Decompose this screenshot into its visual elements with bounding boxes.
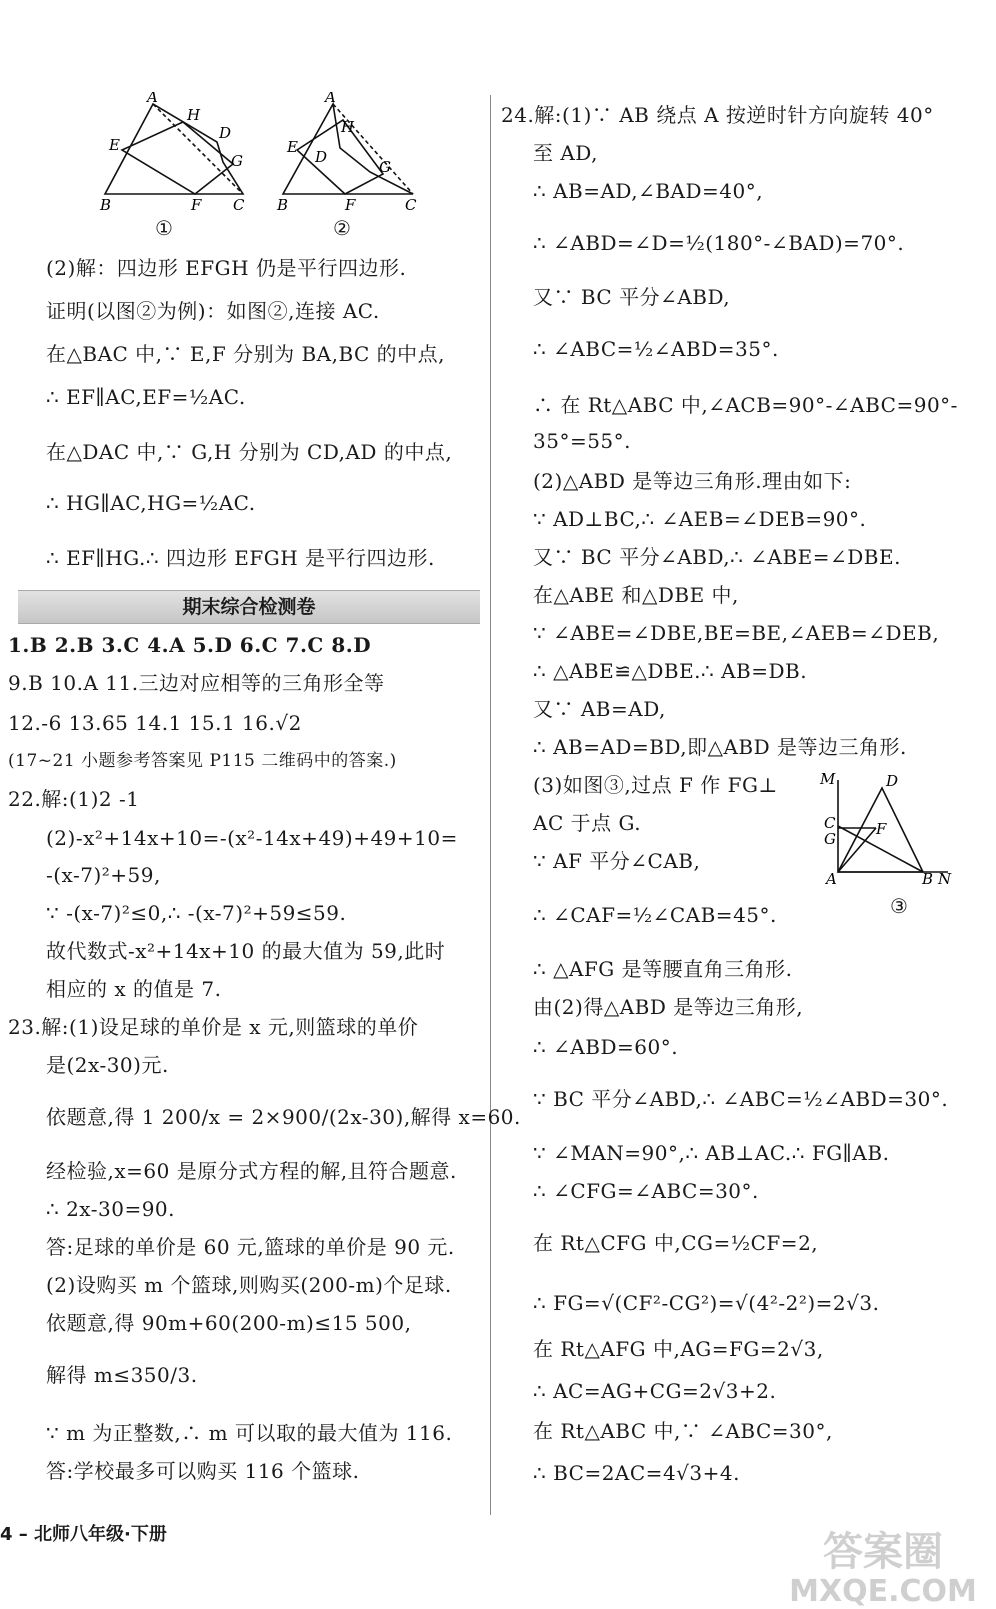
label-D: D	[219, 124, 232, 142]
text-line: ∴ EF∥HG.∴ 四边形 EFGH 是平行四边形.	[46, 546, 435, 570]
text-line: ∴ EF∥AC,EF=½AC.	[46, 385, 246, 409]
q24-line: ∴ FG=√(CF²-CG²)=√(4²-2²)=2√3.	[533, 1291, 880, 1315]
q24-line: 35°=55°.	[533, 429, 632, 453]
q23-line: 答:足球的单价是 60 元,篮球的单价是 90 元.	[46, 1235, 455, 1259]
text-line: 在△DAC 中,∵ G,H 分别为 CD,AD 的中点,	[46, 440, 453, 464]
label-D3: D	[886, 772, 899, 790]
q24-line: AC 于点 G.	[533, 811, 642, 835]
page-footer: 4 – 北师八年级·下册	[0, 1524, 167, 1545]
q22-line: ∵ -(x-7)²≤0,∴ -(x-7)²+59≤59.	[46, 901, 347, 925]
figure-3	[818, 772, 968, 922]
label-F3: F	[876, 820, 887, 838]
text-line: (2)解：四边形 EFGH 仍是平行四边形.	[46, 256, 407, 280]
q24-line: 在 Rt△AFG 中,AG=FG=2√3,	[533, 1337, 824, 1361]
label-H2: H	[341, 118, 355, 136]
label-N: N	[938, 870, 952, 888]
q24-line: 在 Rt△ABC 中,∵ ∠ABC=30°,	[533, 1419, 833, 1443]
q24-line: ∴ ∠ABD=60°.	[533, 1035, 679, 1059]
label-D2: D	[315, 148, 328, 166]
label-B: B	[100, 196, 112, 214]
figure-3-svg	[818, 772, 968, 888]
answer-line: 1.B 2.B 3.C 4.A 5.D 6.C 7.C 8.D	[8, 633, 372, 657]
q24-line: ∴ AC=AG+CG=2√3+2.	[533, 1379, 777, 1403]
label-B3: B	[922, 870, 934, 888]
q24-line: 又∵ BC 平分∠ABD,∴ ∠ABE=∠DBE.	[533, 545, 901, 569]
q22-line: (2)-x²+14x+10=-(x²-14x+49)+49+10=	[46, 826, 458, 850]
q24-line: 又∵ BC 平分∠ABD,	[533, 285, 731, 309]
q23-line: 经检验,x=60 是原分式方程的解,且符合题意.	[46, 1159, 457, 1183]
label-A: A	[147, 92, 158, 106]
q23-line: (2)设购买 m 个篮球,则购买(200-m)个足球.	[46, 1273, 452, 1297]
watermark-text: 答案圈	[823, 1529, 943, 1575]
q23-line: ∵ m 为正整数,∴ m 可以取的最大值为 116.	[46, 1421, 453, 1445]
label-M: M	[820, 772, 836, 788]
figure-2	[275, 92, 425, 242]
section-title: 期末综合检测卷	[18, 590, 480, 624]
q22-line: -(x-7)²+59,	[46, 863, 161, 887]
q22-line: 22.解:(1)2 -1	[8, 787, 140, 811]
label-G: G	[231, 152, 243, 170]
q24-line: ∵ AD⊥BC,∴ ∠AEB=∠DEB=90°.	[533, 507, 867, 531]
watermark	[788, 1520, 978, 1609]
q24-line: ∴ ∠ABC=½∠ABD=35°.	[533, 337, 779, 361]
q24-line: ∴ ∠CAF=½∠CAB=45°.	[533, 903, 777, 927]
q24-line: ∴ AB=AD=BD,即△ABD 是等边三角形.	[533, 735, 907, 759]
answer-line: 9.B 10.A 11.三边对应相等的三角形全等	[8, 671, 385, 695]
q24-line: (2)△ABD 是等边三角形.理由如下:	[533, 469, 852, 493]
q24-line: ∴ △AFG 是等腰直角三角形.	[533, 957, 793, 981]
label-A3: A	[826, 870, 837, 888]
q23-line: ∴ 2x-30=90.	[46, 1197, 176, 1221]
answer-note: (17~21 小题参考答案见 P115 二维码中的答案.)	[8, 751, 397, 771]
figure-1-label: ①	[155, 216, 173, 240]
figure-2-label: ②	[333, 216, 351, 240]
q24-line: ∵ BC 平分∠ABD,∴ ∠ABC=½∠ABD=30°.	[533, 1087, 949, 1111]
label-E2: E	[287, 138, 298, 156]
column-divider	[490, 95, 491, 1515]
label-G3: G	[824, 830, 836, 848]
q24-line: ∴ AB=AD,∠BAD=40°,	[533, 179, 764, 203]
label-E: E	[109, 136, 120, 154]
figure-1	[95, 92, 245, 242]
q23-line: 23.解:(1)设足球的单价是 x 元,则篮球的单价	[8, 1015, 419, 1039]
label-F: F	[191, 196, 202, 214]
text-line: ∴ HG∥AC,HG=½AC.	[46, 491, 256, 515]
label-B2: B	[277, 196, 289, 214]
q22-line: 相应的 x 的值是 7.	[46, 977, 222, 1001]
q24-line: ∴ △ABE≌△DBE.∴ AB=DB.	[533, 659, 808, 683]
text-line: 证明(以图②为例)：如图②,连接 AC.	[46, 299, 380, 323]
q23-line: 答:学校最多可以购买 116 个篮球.	[46, 1459, 360, 1483]
q24-line: 至 AD,	[533, 141, 598, 165]
q24-line: ∵ ∠ABE=∠DBE,BE=BE,∠AEB=∠DEB,	[533, 621, 940, 645]
answer-line: 12.-6 13.65 14.1 15.1 16.√2	[8, 711, 302, 735]
q24-line: 又∵ AB=AD,	[533, 697, 666, 721]
label-F2: F	[345, 196, 356, 214]
q24-line: ∴ BC=2AC=4√3+4.	[533, 1461, 740, 1485]
q24-line: 在△ABE 和△DBE 中,	[533, 583, 739, 607]
q24-line: ∴ ∠ABD=∠D=½(180°-∠BAD)=70°.	[533, 231, 905, 255]
q23-line: 是(2x-30)元.	[46, 1053, 169, 1077]
q24-line: ∴ 在 Rt△ABC 中,∠ACB=90°-∠ABC=90°-	[533, 393, 958, 417]
q24-line: ∴ ∠CFG=∠ABC=30°.	[533, 1179, 759, 1203]
q24-line: 由(2)得△ABD 是等边三角形,	[533, 995, 804, 1019]
label-C: C	[233, 196, 245, 214]
figure-3-label: ③	[890, 894, 908, 918]
q23-line: 解得 m≤350/3.	[46, 1363, 198, 1387]
text-line: 在△BAC 中,∵ E,F 分别为 BA,BC 的中点,	[46, 342, 446, 366]
watermark-url: MXQE.COM	[789, 1574, 977, 1609]
q24-line: 24.解:(1)∵ AB 绕点 A 按逆时针方向旋转 40°	[501, 103, 934, 127]
q24-line: ∵ ∠MAN=90°,∴ AB⊥AC.∴ FG∥AB.	[533, 1141, 890, 1165]
label-C3: C	[824, 814, 836, 832]
q22-line: 故代数式-x²+14x+10 的最大值为 59,此时	[46, 939, 446, 963]
label-H: H	[187, 106, 201, 124]
label-G2: G	[379, 158, 391, 176]
q24-line: ∵ AF 平分∠CAB,	[533, 849, 701, 873]
q23-line: 依题意,得 90m+60(200-m)≤15 500,	[46, 1311, 412, 1335]
q23-line: 依题意,得 1 200/x = 2×900/(2x-30),解得 x=60.	[46, 1105, 521, 1129]
label-C2: C	[405, 196, 417, 214]
q24-line: (3)如图③,过点 F 作 FG⊥	[533, 773, 778, 797]
q24-line: 在 Rt△CFG 中,CG=½CF=2,	[533, 1231, 819, 1255]
label-A2: A	[325, 92, 336, 106]
